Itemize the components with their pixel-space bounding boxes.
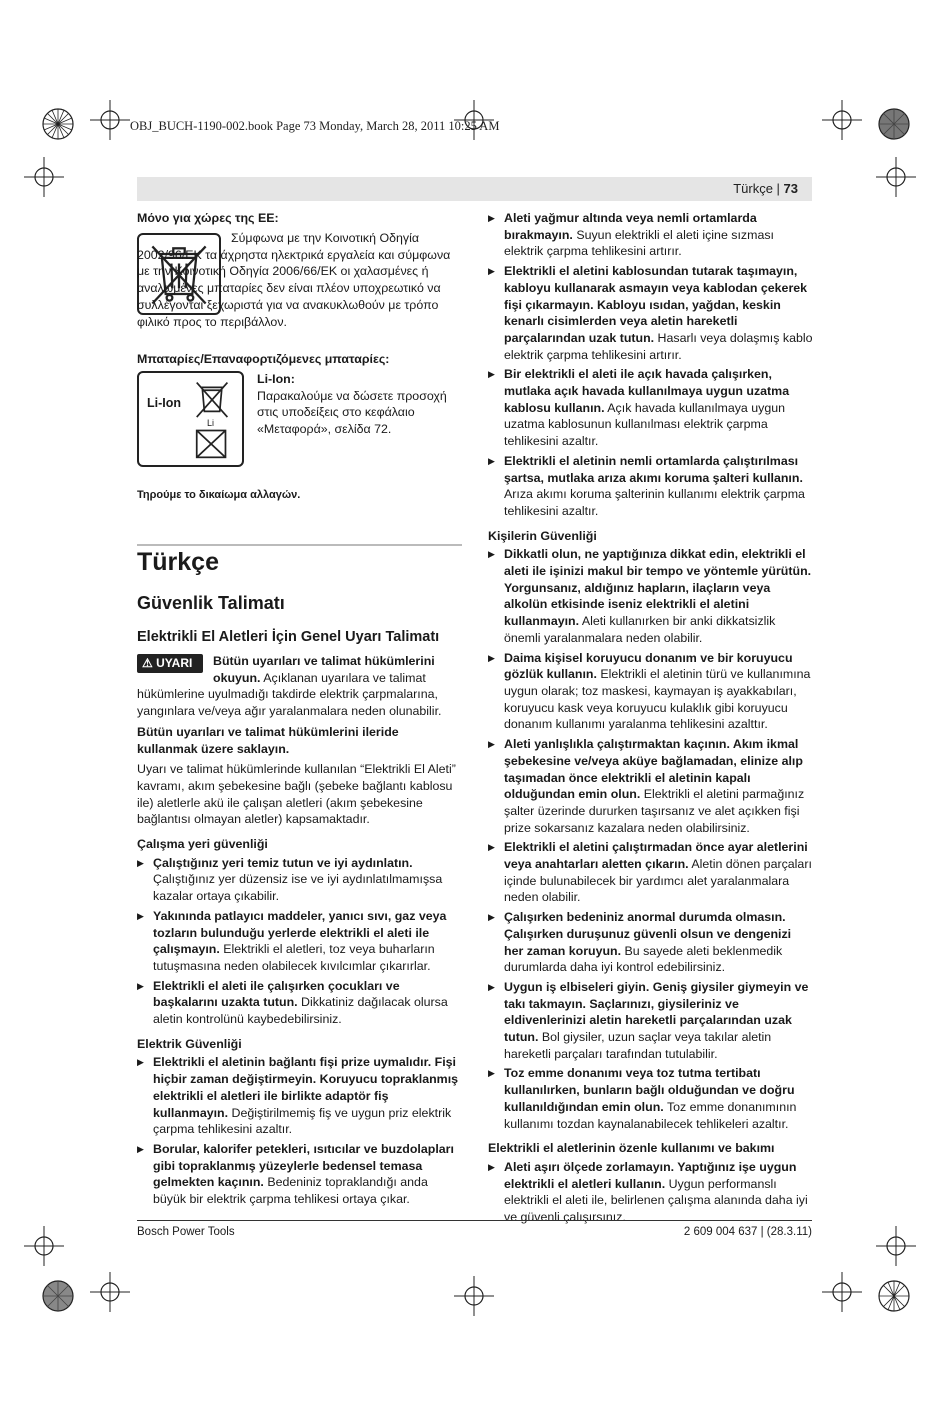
warning-badge bbox=[137, 654, 203, 673]
electric-item bbox=[488, 453, 813, 520]
personal-item-bold: Daima kişisel koruyucu donanım ve bir koruyucu gözlük kullanın. bbox=[504, 650, 793, 682]
page-number: 73 bbox=[783, 181, 798, 196]
work-item-text: Çalıştığınız yer düzensiz ise ve iyi aydınlatılmamışsa kazalar ortaya çıkabilir. bbox=[153, 872, 443, 904]
electric-item-bold: Elektrikli el aletinin bağlantı fişi prize uymalıdır. Fişi hiçbir zaman değiştirmeyin. Koruyucu topraklanmış elektrikli el aletleri ile birlikte adaptör fiş kullanmayın. bbox=[153, 1055, 459, 1120]
personal-item-text: Elektrikli el aletini parmağınız şalter üzerinde dururken taşırsanız ve alet açıkken fişi prize sokarsanız kazalara neden olabilirsiniz. bbox=[504, 787, 805, 835]
liion-label: Li-Ion: bbox=[257, 372, 295, 386]
personal-item-text: Aletin dönen parçaları içinde bulunabilecek bir yardımcı alet yaralanmalara neden olabilir. bbox=[504, 857, 812, 905]
work-item-bold: Elektrikli el aleti ile çalışırken çocukları ve başkalarını uzakta tutun. bbox=[153, 978, 400, 1010]
registration-mark-top-left bbox=[38, 104, 78, 144]
electric-item-text: Bedeniniz topraklandığı anda büyük bir elektrik çarpma tehlikesi ortaya çıkar. bbox=[153, 1175, 428, 1207]
electric-item-text: Suyun elektrikli el aleti içine sızması elektrik çarpma tehlikesini artırır. bbox=[504, 227, 774, 259]
battery-title: Μπαταρίες/Επαναφορτιζόμενες μπαταρίες: bbox=[137, 352, 390, 366]
personal-item-bold: Toz emme donanımı veya toz tutma tertibatı kullanılırken, bunların bağlı olduğundan ve doğru kullanıldığından emin olun. bbox=[504, 1066, 795, 1114]
liion-icon-label: Li-Ion bbox=[147, 396, 182, 410]
personal-item-bold: Elektrikli el aletini çalıştırmadan önce ayar aletlerini veya anahtarları aletten çıkarın. bbox=[504, 840, 808, 872]
electric-item-text: Değiştirilmemiş fiş ve uygun priz elektrik çarpma tehlikesini azaltır. bbox=[153, 1105, 452, 1137]
page-language: Türkçe bbox=[733, 181, 773, 196]
work-item bbox=[137, 978, 462, 1028]
greek-section bbox=[137, 210, 462, 227]
footer-doc-number: 2 609 004 637 | (28.3.11) bbox=[683, 1226, 812, 1238]
electric-item-bold: Borular, kalorifer petekleri, ısıtıcılar ve buzdolapları gibi topraklanmış yüzeylerle bedensel temasa gelmekten kaçının. bbox=[153, 1141, 454, 1190]
electric-item bbox=[488, 366, 813, 450]
liion-battery-icon bbox=[137, 371, 244, 467]
liion-text: Παρακαλούμε να δώσετε προσοχή στις υποδείξεις στο κεφάλαιο «Μεταφορά», σελίδα 72. bbox=[257, 388, 447, 437]
crosshair-top-left bbox=[90, 100, 130, 140]
personal-item bbox=[488, 839, 813, 906]
registration-mark-bottom-left bbox=[38, 1276, 78, 1316]
safety-title: Güvenlik Talimatı bbox=[137, 593, 285, 613]
work-item-text: Dikkatiniz dağılacak olursa aletin kontrolünü kaybedebilirsiniz. bbox=[153, 995, 448, 1027]
work-area-title: Çalışma yeri güvenliği bbox=[137, 837, 268, 852]
warning-paragraph bbox=[137, 653, 462, 720]
personal-item-text: Elektrikli el aletinin türü ve kullanımına uygun olarak; toz maskesi, kaymayan iş ayakkabıları, koruyucu kask veya koruyucu kulaklık gibi koruyucu donanım kullanımı yaralanma tehlikesini azalttır. bbox=[504, 667, 811, 732]
turkish-section-left bbox=[137, 547, 462, 1211]
language-title: Türkçe bbox=[137, 548, 219, 576]
electric-item-bold: Bir elektrikli el aleti ile açık havada çalışırken, mutlaka açık havada kullanılmaya uygun uzatma kablosu kullanın. bbox=[504, 367, 790, 415]
care-item-text: Uygun performanslı elektrikli el aleti ile, belirlenen çalışma alanında daha iyi ve güvenli çalışırsınız. bbox=[504, 1176, 808, 1225]
crosshair-bottom-left bbox=[90, 1272, 130, 1312]
work-item bbox=[137, 855, 462, 905]
general-warnings-title: Elektrikli El Aletleri İçin Genel Uyarı Talimatı bbox=[137, 629, 440, 645]
personal-item bbox=[488, 979, 813, 1063]
work-item-bold: Çalıştığınız yeri temiz tutun ve iyi aydınlatın. bbox=[153, 855, 413, 870]
footer-brand: Bosch Power Tools bbox=[137, 1226, 235, 1238]
registration-mark-bottom-right bbox=[874, 1276, 914, 1316]
electric-item-bold: Elektrikli el aletinin nemli ortamlarda çalıştırılması şartsa, mutlaka arıza akımı koruma şalteri kullanın. bbox=[504, 453, 803, 485]
warning-triangle-icon: ⚠ bbox=[142, 656, 153, 670]
crosshair-top-right bbox=[822, 100, 862, 140]
registration-mark-top-right bbox=[874, 104, 914, 144]
personal-item-text: Bu sayede aleti beklenmedik durumlarda daha iyi kontrol edebilirsiniz. bbox=[504, 943, 783, 975]
warning-text: Açıklanan uyarılara ve talimat hükümlerine uyulmadığı takdirde elektrik çarpmalarına, yangınlara ve/veya ağır yaralanmalara neden olunabilir. bbox=[137, 670, 442, 719]
liion-block bbox=[257, 371, 462, 438]
personal-item-text: Toz emme donanımının kullanımı tozdan kaynalanabilecek tehlikeleri azaltır. bbox=[504, 1099, 797, 1131]
crosshair-right-lower bbox=[876, 1226, 916, 1266]
personal-item bbox=[488, 736, 813, 836]
electric-item bbox=[488, 210, 813, 260]
rights-reserved: Τηρούμε το δικαίωμα αλλαγών. bbox=[137, 489, 301, 501]
footer-rule bbox=[137, 1220, 812, 1221]
crosshair-bottom-right bbox=[822, 1272, 862, 1312]
crosshair-left-middle bbox=[24, 157, 64, 197]
work-item-bold: Yakınında patlayıcı maddeler, yanıcı sıvı, gaz veya tozların bulunduğu yerlerde elektrikli el aleti ile çalışmayın. bbox=[153, 908, 447, 957]
crosshair-right-middle bbox=[876, 157, 916, 197]
term-definition: Uyarı ve talimat hükümlerinde kullanılan “Elektrikli El Aleti” kavramı, akım şebekesine bağlı (şebeke bağlantı kablosu ile) aletlerle akü ile çalışan aletleri (akım şebekesine bağlantısı olmayan aletler) kapsamaktadır. bbox=[137, 762, 456, 827]
electric-item-text: Arıza akımı koruma şalterinin kullanımı elektrik çarpma tehlikesini azaltır. bbox=[504, 487, 805, 518]
care-item bbox=[488, 1159, 813, 1226]
crosshair-bottom-center bbox=[454, 1276, 494, 1316]
page-reference: Türkçe | 73 bbox=[733, 181, 798, 196]
warning-bold: Bütün uyarıları ve talimat hükümlerini okuyun. bbox=[213, 654, 435, 685]
personal-item bbox=[488, 1065, 813, 1132]
care-item-bold: Aleti aşırı ölçede zorlamayın. Yaptığınız işe uygun elektrikli el aletleri kullanın. bbox=[504, 1159, 797, 1191]
personal-item-bold: Aleti yanlışlıkla çalıştırmaktan kaçının. Akım ikmal şebekesine ve/veya aküye bağlamadan, elinize alıp taşımadan önce elektrikli el aletinin kapalı olduğundan emin olun. bbox=[504, 737, 803, 802]
tool-care-title: Elektrikli el aletlerinin özenle kullanımı ve bakımı bbox=[488, 1141, 775, 1156]
li-icon-label: Li bbox=[207, 418, 215, 428]
personal-item bbox=[488, 650, 813, 734]
electric-item-text: Hasarlı veya dolaşmış kablo elektrik çarpma tehlikesini artırır. bbox=[504, 330, 813, 362]
personal-item bbox=[488, 909, 813, 976]
personal-item bbox=[488, 546, 813, 646]
work-item bbox=[137, 908, 462, 975]
electric-item-text: Açık havada kullanılmaya uygun uzatma kablosunun kullanılması elektrik çarpma tehlikesini azaltır. bbox=[504, 400, 786, 449]
eu-title: Μόνο για χώρες της ΕΕ: bbox=[137, 211, 279, 225]
personal-safety-title: Kişilerin Güvenliği bbox=[488, 528, 597, 543]
personal-item-bold: Çalışırken bedeniniz anormal durumda olmasın. Çalışırken duruşunuz güvenli olsun ve dengenizi her zaman koruyun. bbox=[504, 910, 792, 958]
work-item-text: Elektrikli el aletleri, toz veya buharların tutuşmasına neden olabilecek kıvılcımlar çıkarırlar. bbox=[153, 942, 435, 973]
header-bar bbox=[137, 177, 812, 201]
warning-badge-label: UYARI bbox=[156, 656, 193, 670]
electric-item-bold: Aleti yağmur altında veya nemli ortamlarda bırakmayın. bbox=[504, 211, 757, 242]
personal-item-bold: Uygun iş elbiseleri giyin. Geniş giysiler giymeyin ve takı takmayın. Saçlarınızı, giysileriniz ve eldivenlerinizi aletin hareketli parçalarından uzak tutun. bbox=[504, 979, 809, 1045]
personal-item-bold: Dikkatli olun, ne yaptığınıza dikkat edin, elektrikli el aleti ile işinizi makul bir tempo ve yöntemle yürütün. Yorgunsanız, aldığınız hapların, ilaçların veya alkolün etkisinde iseniz elektrikli el aletini kullanmayın. bbox=[504, 547, 812, 629]
personal-item-text: Bol giysiler, uzun saçlar veya takılar aletin hareketli parçaları tarafından tutulabilir. bbox=[504, 1030, 772, 1061]
personal-item-text: Aleti kullanırken bir anki dikkatsizlik önemli yaralanmalara neden olabilir. bbox=[504, 614, 776, 645]
electric-item bbox=[137, 1141, 462, 1208]
electric-item bbox=[137, 1054, 462, 1138]
eu-text: Σύμφωνα με την Κοινοτική Οδηγία 2002/96/ΕΚ τα άχρηστα ηλεκτρικά εργαλεία και σύμφωνα με την Κοινοτική Οδηγία 2006/66/ΕΚ οι χαλασμένες ή αναλωμένες μπαταρίες δεν είναι πλέον υποχρεωτικό να συλλέγονται ξεχωριστά για να ανακυκλωθούν με τρόπο φιλικό προς το περιβάλλον. bbox=[137, 231, 451, 329]
book-info: OBJ_BUCH-1190-002.book Page 73 Monday, March 28, 2011 10:25 AM bbox=[130, 119, 500, 133]
electric-item-bold: Elektrikli el aletini kablosundan tutarak taşımayın, kabloyu kullanarak asmayın veya kablodan çekerek fişi çıkarmayın. Kabloyu ısıdan, yağdan, keskin kenarlı cisimlerden veya aletin hareketli parçalarından uzak tutun. bbox=[504, 264, 808, 345]
keep-instructions: Bütün uyarıları ve talimat hükümlerini ileride kullanmak üzere saklayın. bbox=[137, 724, 399, 756]
section-rule bbox=[137, 544, 462, 546]
crosshair-left-lower bbox=[24, 1226, 64, 1266]
electric-safety-title: Elektrik Güvenliği bbox=[137, 1036, 242, 1051]
electric-item bbox=[488, 263, 813, 363]
turkish-section-right bbox=[488, 210, 813, 1229]
